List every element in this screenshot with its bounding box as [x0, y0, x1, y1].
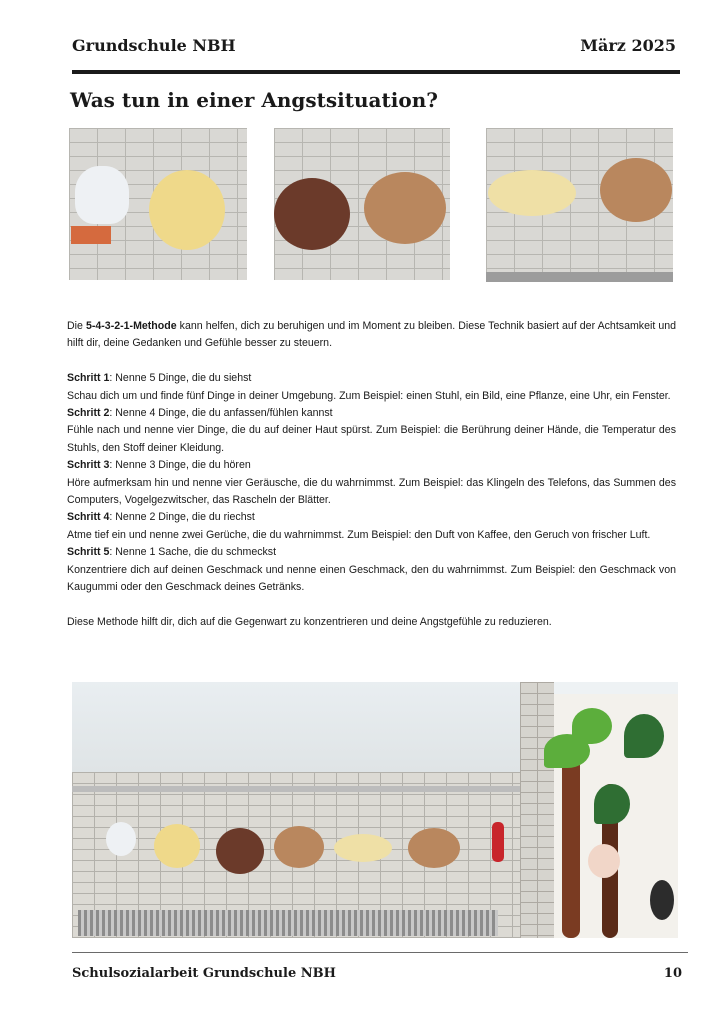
name-tag	[71, 226, 111, 244]
page-header	[72, 36, 676, 58]
article-body	[67, 318, 676, 631]
intro-paragraph: Die 5-4-3-2-1-Methode kann helfen, dich zu beruhigen und im Moment zu bleiben. Diese Technik basiert auf der Achtsamkeit und hilft dir, deine Gedanken und Gefühle besser zu steuern.	[67, 320, 677, 350]
page-number: 10	[663, 966, 682, 981]
photo-speech-bubbles-1	[69, 128, 247, 280]
speech-bubble-yellow	[149, 170, 225, 250]
step-4-text: Atme tief ein und nenne zwei Gerüche, die du wahrnimmst. Zum Beispiel: den Duft von Kaffee, den Geruch von frischer Luft.	[67, 528, 651, 541]
elephant-figure	[588, 844, 620, 878]
step-2-text: Fühle nach und nenne vier Dinge, die du auf deiner Haut spürst. Zum Beispiel: die Berührung deiner Hände, die Temperatur des Stuhls, den Stoff deiner Kleidung.	[67, 424, 676, 454]
fire-extinguisher	[492, 822, 504, 862]
photo-speech-bubbles-2	[274, 128, 450, 280]
speech-bubble	[154, 824, 200, 868]
jungle-mural	[554, 694, 678, 938]
speech-bubble-tan	[600, 158, 672, 222]
speech-bubble	[408, 828, 460, 868]
step-1-text: Schau dich um und finde fünf Dinge in deiner Umgebung. Zum Beispiel: einen Stuhl, ein Bild, eine Pflanze, eine Uhr, ein Fenster.	[67, 389, 671, 402]
header-rule	[72, 70, 680, 74]
step-3-heading: Schritt 3: Nenne 3 Dinge, die du hören	[67, 459, 251, 472]
coat-hook-rail	[72, 786, 520, 792]
gorilla-figure	[650, 880, 674, 920]
footer-publisher: Schulsozialarbeit Grundschule NBH	[72, 966, 336, 981]
step-2-heading: Schritt 2: Nenne 4 Dinge, die du anfassen/fühlen kannst	[67, 407, 333, 420]
floor-strip	[486, 272, 673, 282]
photo-speech-bubbles-3	[486, 128, 673, 282]
speech-bubble-cream	[488, 170, 576, 216]
speech-bubble	[334, 834, 392, 862]
step-5-heading: Schritt 5: Nenne 1 Sache, die du schmeckst	[67, 546, 277, 559]
speech-bubble	[274, 826, 324, 868]
footer-rule	[72, 952, 688, 953]
step-1-heading: Schritt 1: Nenne 5 Dinge, die du siehst	[67, 372, 252, 385]
method-name: 5-4-3-2-1-Methode	[85, 320, 177, 332]
header-school-name: Grundschule NBH	[72, 36, 236, 55]
step-5-text: Konzentriere dich auf deinen Geschmack und nenne einen Geschmack, den du wahrnimmst. Zum Beispiel: den Geschmack von Kaugummi oder den Geschmack deines Getränks.	[67, 563, 676, 594]
speech-bubble	[216, 828, 264, 874]
page-title: Was tun in einer Angstsituation?	[70, 88, 438, 112]
bear-figure	[106, 822, 136, 856]
radiator	[78, 910, 498, 936]
step-4-heading: Schritt 4: Nenne 2 Dinge, die du riechst	[67, 511, 255, 524]
header-date: März 2025	[580, 36, 676, 55]
closing-paragraph: Diese Methode hilft dir, dich auf die Gegenwart zu konzentrieren und deine Angstgefühle zu reduzieren.	[67, 615, 552, 628]
step-3-text: Höre aufmerksam hin und nenne vier Geräusche, die du wahrnimmst. Zum Beispiel: das Klingeln des Telefons, das Summen des Computers, Vogelgezwitscher, das Rascheln der Blätter.	[67, 476, 676, 507]
speech-bubble-tan	[364, 172, 446, 244]
bear-figure	[75, 166, 129, 224]
photo-hallway-wall	[72, 682, 678, 938]
speech-bubble-brown	[274, 178, 350, 250]
